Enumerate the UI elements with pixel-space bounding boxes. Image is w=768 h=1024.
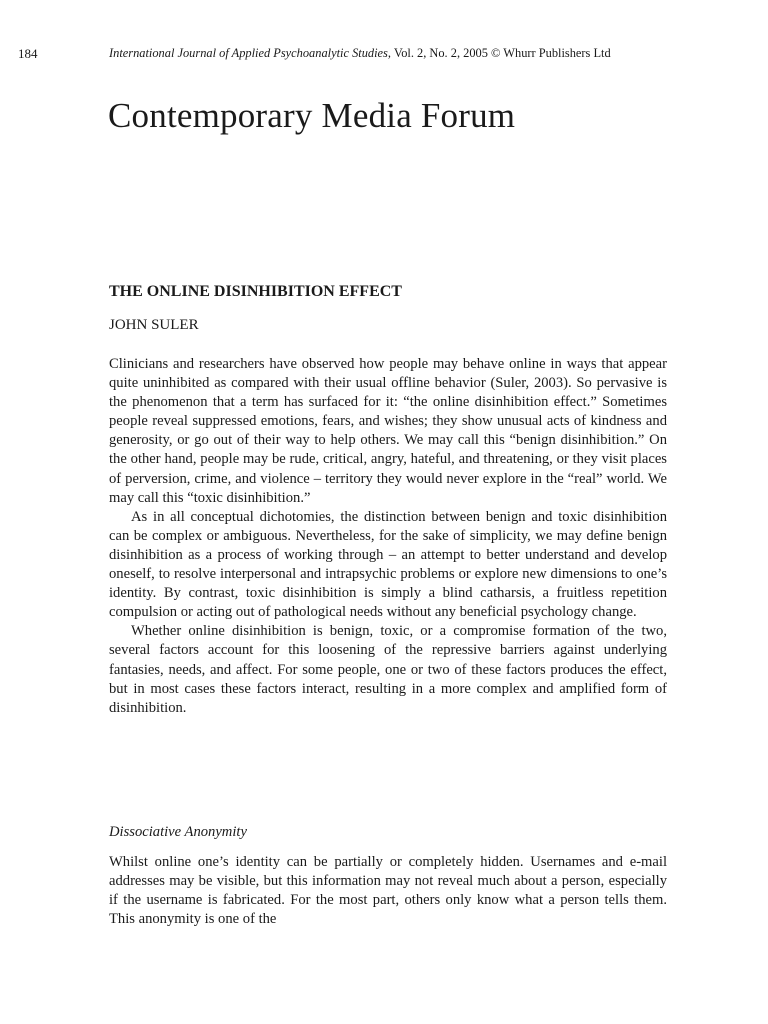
subheading: Dissociative Anonymity xyxy=(109,824,247,840)
journal-name: International Journal of Applied Psychoanalytic Studies, xyxy=(109,46,391,60)
article-title: THE ONLINE DISINHIBITION EFFECT xyxy=(109,283,402,300)
section-text xyxy=(109,853,667,929)
paragraph: Clinicians and researchers have observed how people may behave online in ways that appear quite uninhibited as compared with their usual offline behavior (Suler, 2003). So pervasive is the phenomenon that a term has surfaced for it: “the online disinhibition effect.” Sometimes people reveal suppressed emotions, fears, and wishes; they show unusual acts of kindness and generosity, or go out of their way to help others. We may call this “benign disinhibition.” On the other hand, people may be rude, critical, angry, hateful, and threatening, or they visit places of perversion, crime, and violence – territory they would never explore in the “real” world. We may call this “toxic disinhibition.” xyxy=(109,356,667,506)
page-number: 184 xyxy=(18,46,38,61)
paragraph: As in all conceptual dichotomies, the distinction between benign and toxic disinhibition can be complex or ambiguous. Nevertheless, for the sake of simplicity, we may define benign disinhibition as a process of working through – an attempt to better understand and develop oneself, to resolve interpersonal and intrapsychic problems or explore new dimensions to one’s identity. By contrast, toxic disinhibition is simply a blind catharsis, a fruitless repetition compulsion or acting out of pathological needs without any beneficial psychology change. xyxy=(109,508,667,621)
paragraph: Whilst online one’s identity can be partially or completely hidden. Usernames and e-mail addresses may be visible, but this information may not reveal much about a person, especially if the username is fabricated. For the most part, others only know what a person tells them. This anonymity is one of the xyxy=(109,854,667,928)
author-name: JOHN SULER xyxy=(109,317,199,333)
intro-text xyxy=(109,355,667,718)
section-title: Contemporary Media Forum xyxy=(108,96,516,135)
paragraph: Whether online disinhibition is benign, toxic, or a compromise formation of the two, several factors account for this loosening of the repressive barriers against underlying fantasies, needs, and affect. For some people, one or two of these factors produces the effect, but in most cases these factors interact, resulting in a more complex and amplified form of disinhibition. xyxy=(109,623,667,716)
journal-citation: Vol. 2, No. 2, 2005 © Whurr Publishers Ltd xyxy=(390,46,611,60)
running-head xyxy=(109,46,689,61)
